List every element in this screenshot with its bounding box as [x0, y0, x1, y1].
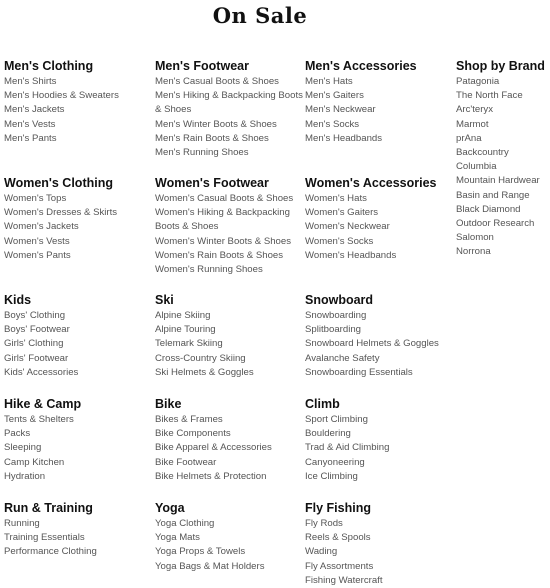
category-link[interactable]: Bike Footwear: [155, 456, 217, 468]
category-link[interactable]: Women's Gaiters: [305, 207, 379, 219]
category-link[interactable]: Fly Rods: [305, 518, 343, 529]
section-hike-camp: [4, 397, 154, 484]
category-link[interactable]: Girls' Footwear: [4, 352, 69, 364]
category-link[interactable]: Snowboarding Essentials: [305, 366, 413, 378]
category-link[interactable]: Men's Rain Boots & Shoes: [155, 132, 269, 144]
category-link[interactable]: Men's Shirts: [4, 76, 57, 87]
category-heading[interactable]: Kids: [4, 293, 32, 307]
category-link[interactable]: Salomon: [456, 232, 494, 244]
section-womens-accessories: [305, 176, 455, 263]
category-link[interactable]: Trad & Aid Climbing: [305, 442, 390, 454]
section-mens-footwear: [155, 59, 305, 160]
category-link[interactable]: Bike Apparel & Accessories: [155, 442, 272, 454]
category-heading[interactable]: Hike & Camp: [4, 397, 82, 411]
category-link[interactable]: Alpine Touring: [155, 324, 216, 336]
category-link[interactable]: Women's Dresses & Skirts: [4, 207, 118, 219]
category-link[interactable]: Men's Pants: [4, 132, 57, 144]
category-link[interactable]: Yoga Clothing: [155, 518, 215, 529]
category-link[interactable]: Women's Hiking & Backpacking Boots & Shoes: [155, 207, 290, 233]
category-link[interactable]: Men's Gaiters: [305, 90, 364, 102]
section-snowboard: [305, 293, 455, 380]
category-link[interactable]: Men's Hats: [305, 76, 353, 87]
section-fly-fishing: [305, 501, 455, 588]
category-heading[interactable]: Snowboard: [305, 293, 374, 307]
category-heading[interactable]: Women's Accessories: [305, 176, 437, 190]
category-link[interactable]: Mountain Hardwear: [456, 175, 540, 187]
category-link[interactable]: Yoga Props & Towels: [155, 546, 246, 558]
section-yoga: [155, 501, 305, 574]
category-link[interactable]: Yoga Bags & Mat Holders: [155, 560, 265, 572]
category-heading[interactable]: Men's Clothing: [4, 59, 94, 73]
category-link[interactable]: Telemark Skiing: [155, 338, 223, 350]
category-link[interactable]: Women's Neckwear: [305, 221, 390, 233]
category-link[interactable]: Sleeping: [4, 442, 42, 454]
category-link[interactable]: Girls' Clothing: [4, 338, 64, 350]
category-link[interactable]: Reels & Spools: [305, 532, 371, 544]
category-link[interactable]: Performance Clothing: [4, 546, 97, 558]
category-link[interactable]: Bike Components: [155, 428, 231, 440]
category-heading[interactable]: Run & Training: [4, 501, 93, 515]
category-link[interactable]: Running: [4, 518, 40, 529]
category-link[interactable]: Splitboarding: [305, 324, 362, 336]
category-link[interactable]: Bike Helmets & Protection: [155, 470, 267, 482]
category-link[interactable]: Columbia: [456, 161, 497, 173]
category-link[interactable]: Women's Winter Boots & Shoes: [155, 235, 292, 247]
category-link[interactable]: Men's Socks: [305, 118, 360, 130]
category-link[interactable]: Men's Winter Boots & Shoes: [155, 118, 277, 130]
section-ski: [155, 293, 305, 380]
category-link[interactable]: Boys' Clothing: [4, 310, 66, 321]
section-bike: [155, 397, 305, 484]
category-link[interactable]: Women's Casual Boots & Shoes: [155, 193, 294, 204]
category-link[interactable]: Backcountry: [456, 147, 509, 159]
category-heading[interactable]: Ski: [155, 293, 174, 307]
section-womens-footwear: [155, 176, 305, 277]
category-link[interactable]: Ice Climbing: [305, 470, 358, 482]
category-link[interactable]: Women's Headbands: [305, 249, 397, 261]
category-link[interactable]: Men's Running Shoes: [155, 147, 249, 159]
category-link[interactable]: Training Essentials: [4, 532, 85, 544]
category-heading[interactable]: Women's Footwear: [155, 176, 269, 190]
category-link[interactable]: Women's Vests: [4, 235, 70, 247]
category-heading[interactable]: Climb: [305, 397, 340, 411]
category-link[interactable]: Wading: [305, 546, 338, 558]
category-link[interactable]: Bouldering: [305, 428, 351, 440]
category-link[interactable]: Men's Vests: [4, 118, 56, 130]
category-link[interactable]: Camp Kitchen: [4, 456, 65, 468]
category-link[interactable]: Kids' Accessories: [4, 366, 79, 378]
category-link[interactable]: Men's Jackets: [4, 104, 65, 116]
category-link[interactable]: Patagonia: [456, 76, 500, 87]
category-link[interactable]: Sport Climbing: [305, 414, 368, 425]
category-link[interactable]: Avalanche Safety: [305, 352, 380, 364]
category-link[interactable]: Basin and Range: [456, 189, 530, 201]
category-heading[interactable]: Bike: [155, 397, 182, 411]
category-link[interactable]: Yoga Mats: [155, 532, 200, 544]
category-link[interactable]: Ski Helmets & Goggles: [155, 366, 254, 378]
section-shop-by-brand: [456, 59, 548, 260]
category-heading[interactable]: Shop by Brand: [456, 59, 545, 73]
category-link[interactable]: Outdoor Research: [456, 218, 535, 230]
category-link[interactable]: Alpine Skiing: [155, 310, 211, 321]
category-link[interactable]: Hydration: [4, 470, 46, 482]
category-heading[interactable]: Men's Footwear: [155, 59, 249, 73]
category-link[interactable]: Packs: [4, 428, 31, 440]
category-link[interactable]: Marmot: [456, 118, 489, 130]
section-climb: [305, 397, 455, 484]
category-link[interactable]: Snowboarding: [305, 310, 367, 321]
section-run-training: [4, 501, 154, 560]
category-heading[interactable]: Fly Fishing: [305, 501, 371, 515]
category-heading[interactable]: Men's Accessories: [305, 59, 417, 73]
category-link[interactable]: Bikes & Frames: [155, 414, 223, 425]
category-link[interactable]: Canyoneering: [305, 456, 365, 468]
category-link[interactable]: Men's Hoodies & Sweaters: [4, 90, 119, 102]
category-link[interactable]: Arc'teryx: [456, 104, 494, 116]
category-link[interactable]: Women's Running Shoes: [155, 264, 263, 276]
category-link[interactable]: Women's Tops: [4, 193, 67, 204]
category-link[interactable]: Women's Jackets: [4, 221, 79, 233]
category-link[interactable]: Men's Headbands: [305, 132, 383, 144]
category-link[interactable]: Men's Casual Boots & Shoes: [155, 76, 279, 87]
category-link[interactable]: Norrona: [456, 246, 491, 258]
section-womens-clothing: [4, 176, 154, 263]
category-link[interactable]: Men's Neckwear: [305, 104, 376, 116]
page-title: On Sale: [212, 3, 308, 28]
category-link[interactable]: Cross-Country Skiing: [155, 352, 246, 364]
category-link[interactable]: Fly Assortments: [305, 560, 374, 572]
category-link[interactable]: The North Face: [456, 90, 523, 102]
category-link[interactable]: Fishing Watercraft: [305, 574, 383, 586]
category-link[interactable]: prAna: [456, 132, 482, 144]
category-link[interactable]: Women's Rain Boots & Shoes: [155, 249, 284, 261]
section-mens-accessories: [305, 59, 455, 146]
category-link[interactable]: Snowboard Helmets & Goggles: [305, 338, 439, 350]
category-link[interactable]: Boys' Footwear: [4, 324, 70, 336]
category-link[interactable]: Black Diamond: [456, 203, 521, 215]
category-link[interactable]: Women's Socks: [305, 235, 374, 247]
category-link[interactable]: Women's Hats: [305, 193, 367, 204]
category-link[interactable]: Men's Hiking & Backpacking Boots & Shoes: [155, 90, 303, 116]
section-kids: [4, 293, 154, 380]
section-mens-clothing: [4, 59, 154, 146]
category-link[interactable]: Tents & Shelters: [4, 414, 74, 425]
category-heading[interactable]: Women's Clothing: [4, 176, 113, 190]
category-heading[interactable]: Yoga: [155, 501, 185, 515]
category-link[interactable]: Women's Pants: [4, 249, 71, 261]
